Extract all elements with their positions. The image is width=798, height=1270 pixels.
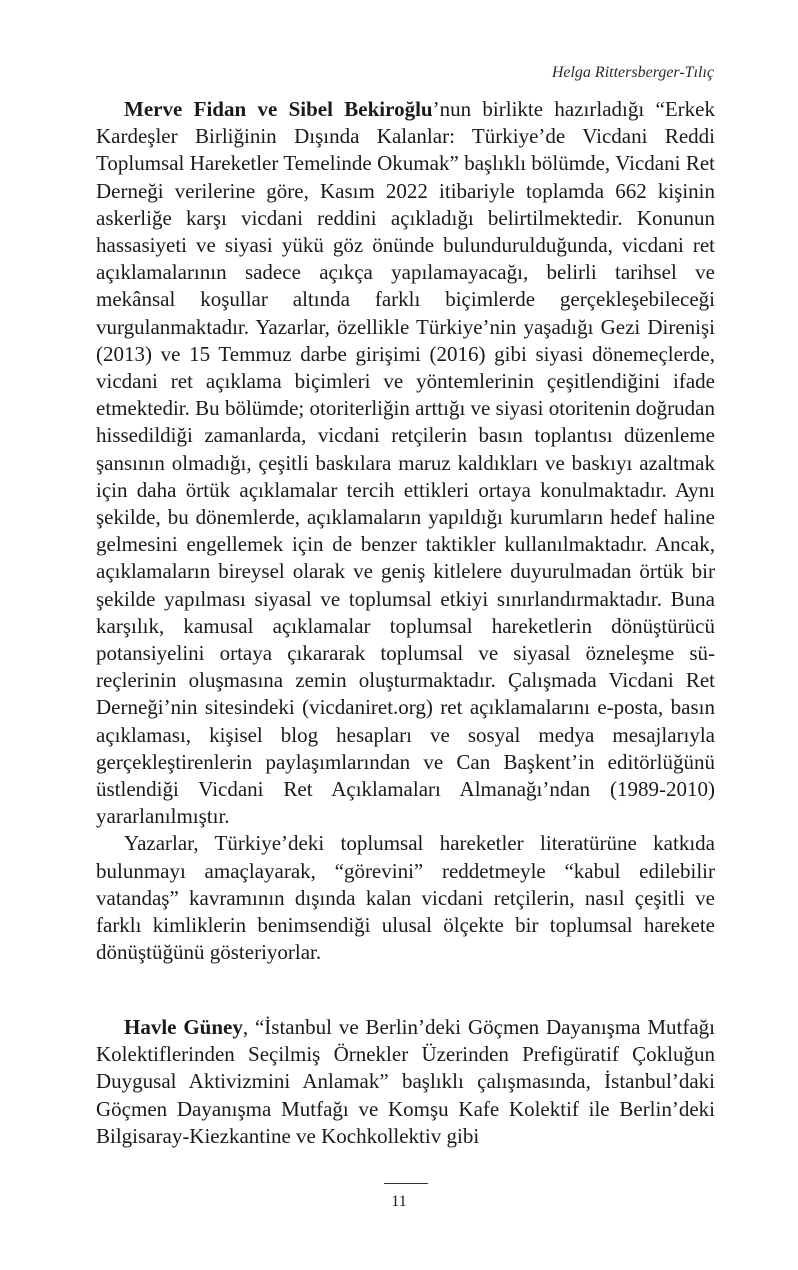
paragraph-text: , “İstanbul ve Berlin’deki Göçmen Dayanışma Mutfağı Kolektiflerinden Seçilmiş Örnekler Üzerinden Prefigüratif Çokluğun Duygusal Aktivizmini Anlamak” başlıklı çalışmasında, İstanbul’daki Göçmen Dayanışma Mutfağı ve Komşu Kafe Kolektif ile Berlin’deki Bilgisaray-Kiezkantine ve Kochkollektiv gibi [96, 1015, 715, 1148]
author-name: Havle Güney [124, 1015, 243, 1039]
author-name: Merve Fidan ve Sibel Bekiroğlu [124, 97, 433, 121]
body-section-fidan-bekiroglu [96, 96, 715, 967]
footer-rule [384, 1183, 428, 1184]
paragraph-text: ’nun birlikte hazırladığı “Erkek Kardeşler Birliğinin Dışında Kalanlar: Türkiye’de Vicdani Reddi Toplumsal Hareketler Temelinde Okumak” başlıklı bölümde, Vicdani Ret Derneği verilerine göre, Kasım 2022 itibariyle toplamda 662 kişinin askerliğe karşı vicdani reddini açıkladığı belirtilmektedir. Konunun hassasiyeti ve siyasi yükü göz önünde bulundurulduğunda, vicdani ret açıklamalarının sadece açıkça yapılamayacağı, belirli tarihsel ve mekânsal koşullar altında farklı biçimlerde gerçekleşebileceği vurgulanmaktadır. Yazarlar, özellikle Türkiye’nin yaşadığı Gezi Direnişi (2013) ve 15 Temmuz darbe girişimi (2016) gibi siyasi dönemeçlerde, vicdani ret açıklama biçimleri ve yöntemlerinin çeşitlendiğini ifade etmektedir. Bu bölümde; otoriterliğin arttığı ve siyasi otoritenin doğrudan hissedildiği zamanlarda, vicdani retçilerin basın toplantısı düzenleme şansının olmadığı, çeşitli baskılara maruz kaldıkları ve baskıyı azaltmak için daha örtük açıklamalar tercih ettikleri ortaya konulmaktadır. Aynı şekilde, bu dönemlerde, açıklamaların yapıldığı kurumların hedef haline gelmesini engellemek için de benzer taktikler kullanılmaktadır. Ancak, açıklamaların bireysel olarak ve geniş kitlelere duyurulmadan örtük bir şekilde yapılması siyasal ve toplumsal etkiyi sınırlandırmaktadır. Buna karşılık, kamusal açıklamalar toplumsal hareketlerin dönüştürücü potansiyelini ortaya çıkararak toplumsal ve siyasal özneleşme süreçlerinin oluşmasına zemin oluşturmaktadır. Çalışmada Vicdani Ret Derneği’nin sitesindeki (vicdaniret.org) ret açıklamalarını e-posta, basın açıklaması, kişisel blog hesapları ve sosyal medya mesajlarıyla gerçekleştirenlerin paylaşımlarından ve Can Başkent’in editörlüğünü üstlendiği Vicdani Ret Açıklamaları Almanağı’ndan (1989-2010) yararlanılmıştır. [96, 97, 715, 829]
paragraph [96, 1014, 715, 1150]
paragraph-text: Yazarlar, Türkiye’deki toplumsal hareketler literatürüne katkıda bulunmayı amaçlayarak, “görevini” reddetmeyle “kabul edilebilir vatandaş” kavramının dışında kalan vicdani retçilerin, nasıl çeşitli ve farklı kimliklerin benimsendiği ulusal ölçekte bir toplumsal harekete dönüştüğünü gösteriyorlar. [96, 831, 715, 965]
running-head: Helga Rittersberger-Tılıç [551, 64, 714, 81]
body-section-guney [96, 1014, 715, 1150]
paragraph [96, 830, 715, 966]
paragraph [96, 96, 715, 830]
page-number: 11 [391, 1193, 407, 1210]
